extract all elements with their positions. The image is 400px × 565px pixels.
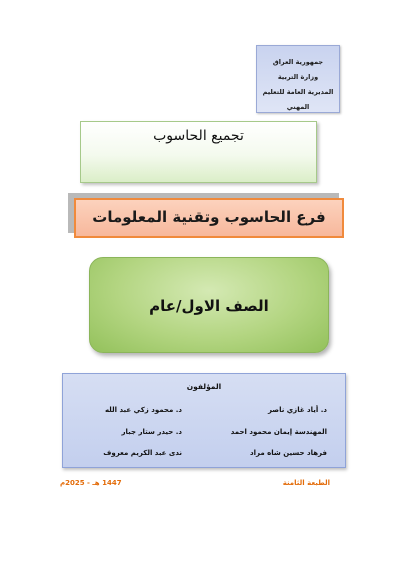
authors-box [62, 373, 346, 468]
author-left-3: ندى عبد الكريم معروف [103, 449, 182, 457]
author-right-2: المهندسة إيمان محمود احمد [230, 428, 327, 436]
author-right-3: فرهاد حسين شاه مراد [250, 449, 327, 457]
author-left-1: د. محمود زكي عبد الله [104, 406, 182, 414]
author-left-2: د. حيدر ستار جبار [121, 428, 182, 436]
ministry-directorate: المديرية العامة للتعليم المهني [262, 88, 334, 111]
grade-box: الصف الاول/عام [89, 257, 329, 353]
author-right-1: د. أياد غازي ناصر [267, 406, 327, 414]
ministry-country: جمهورية العراق [272, 58, 324, 66]
edition-label: الطبعة الثامنة [282, 479, 330, 487]
book-title: تجميع الحاسوب [153, 128, 244, 144]
department-banner: فرع الحاسوب وتقنية المعلومات [74, 198, 344, 238]
publication-year: 1447 هـ - 2025م [60, 479, 122, 487]
ministry-name: وزارة التربية [277, 73, 319, 81]
authors-label: المؤلفون [186, 382, 222, 391]
ministry-header [256, 45, 340, 113]
book-title-box [80, 121, 317, 183]
